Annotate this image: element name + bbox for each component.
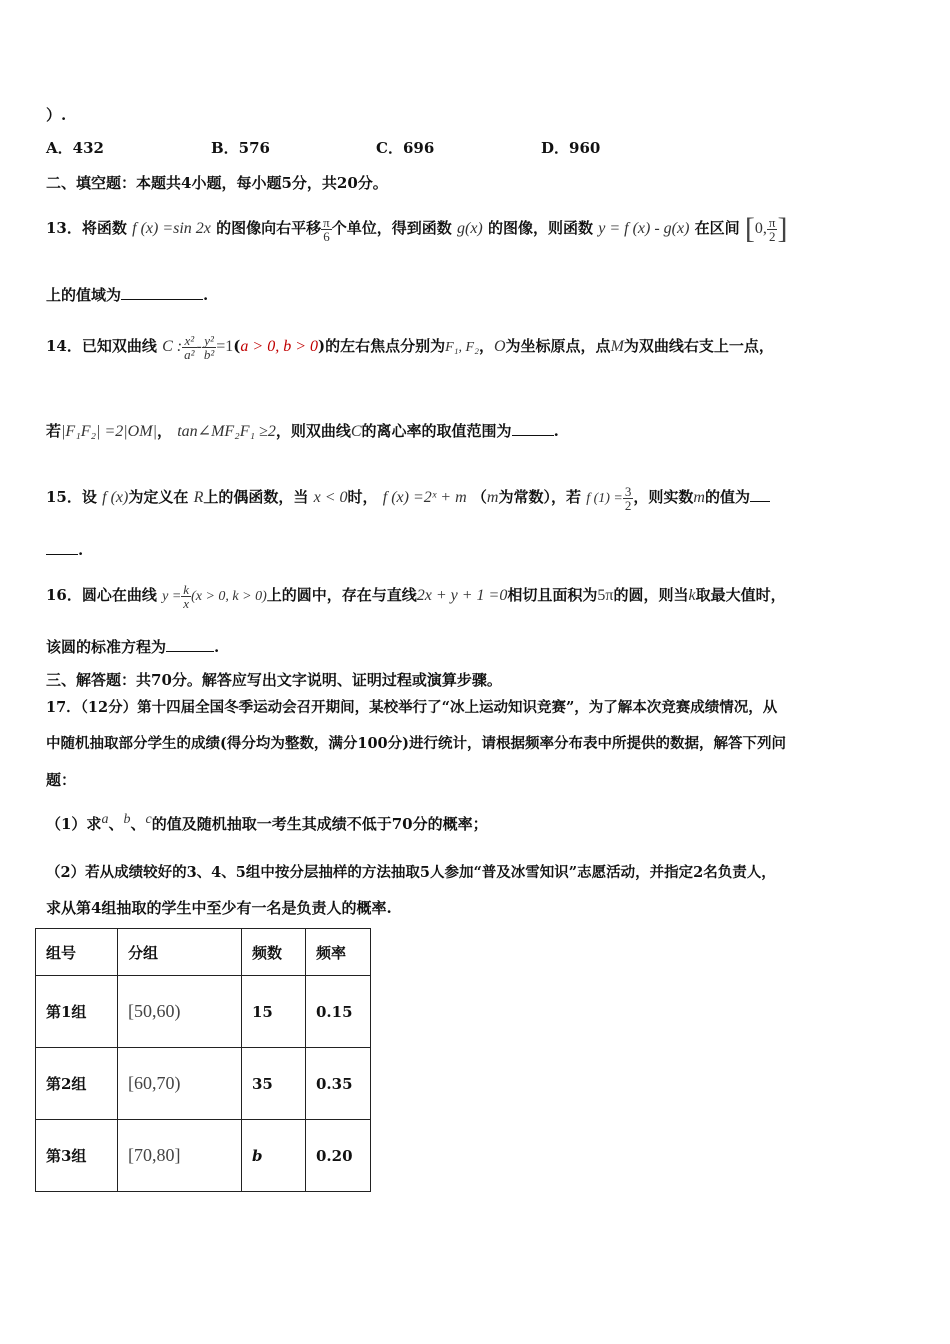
- q17-part2-line2: 求从第4组抽取的学生中至少有一名是负责人的概率.: [46, 899, 392, 917]
- q13-interval-close: ]: [777, 212, 788, 245]
- q15-answer-blank[interactable]: [750, 487, 770, 502]
- q15-fx: f (x): [102, 489, 129, 506]
- q16-condition: (x > 0, k > 0): [191, 589, 267, 604]
- q14-x-fraction: [182, 334, 196, 361]
- q15-fraction: [623, 485, 634, 512]
- q13-shift-den: 6: [323, 228, 330, 244]
- q13-interval-left: 0,: [754, 220, 767, 237]
- option-b[interactable]: B．576: [211, 139, 270, 157]
- q16-text: 取最大值时，: [695, 586, 786, 604]
- q15-text: 上的偶函数，当: [203, 488, 309, 506]
- cell-count: b: [242, 1120, 306, 1192]
- q16-text: 相切且面积为: [507, 586, 598, 604]
- q14-text: ，: [156, 422, 172, 440]
- q16-line2: [46, 636, 219, 657]
- header-group-no: 组号: [36, 929, 118, 976]
- q14-line2: [46, 420, 559, 441]
- q15-text: 为定义在: [128, 488, 189, 506]
- q14-text: 为双曲线右支上一点，: [623, 337, 774, 355]
- q14-x-num: x²: [182, 334, 196, 348]
- q14-end: .: [553, 422, 559, 440]
- q17-part1: [46, 805, 488, 839]
- q16-number: 16．: [46, 586, 82, 604]
- table-row: [36, 976, 371, 1048]
- q17-line2: 中随机抽取部分学生的成绩(得分均为整数，满分100分)进行统计，请根据频率分布表中所提供的数据，解答下列问: [46, 735, 786, 752]
- cell-frequency: 0.35: [306, 1048, 371, 1120]
- q13-number: 13．: [46, 219, 82, 237]
- cell-group: 第2组: [36, 1048, 118, 1120]
- table-row: [36, 1120, 371, 1192]
- q15-text: 为常数），若: [498, 488, 581, 506]
- cell-interval: [70,80]: [118, 1120, 242, 1192]
- q15-text: （: [471, 488, 487, 506]
- q16-end: .: [214, 638, 220, 656]
- option-a[interactable]: A．432: [46, 139, 104, 157]
- cell-group: 第1组: [36, 976, 118, 1048]
- q17-line3: 题：: [46, 771, 77, 789]
- q13-interval-num: π: [768, 214, 776, 230]
- q14-paren: (: [233, 337, 241, 355]
- q16: [46, 575, 786, 617]
- q17-line1: 17．（12分）第十四届全国冬季运动会召开期间，某校举行了“冰上运动知识竞赛”，为了解本次竞赛成绩情况，从: [46, 699, 778, 716]
- q16-line-expr: 2x + y + 1 =0: [416, 587, 508, 604]
- q16-text: 圆心在曲线: [81, 586, 157, 604]
- q13-answer-label: 上的值域为: [46, 286, 122, 304]
- q16-answer-label: 该圆的标准方程为: [46, 638, 167, 656]
- q14-origin: O: [493, 338, 506, 355]
- q14-text: 已知双曲线: [81, 337, 157, 355]
- q17-part1-label: （1）求: [46, 815, 102, 833]
- q15-answer-blank-cont[interactable]: [46, 540, 78, 555]
- q16-k: k: [688, 587, 696, 604]
- q14-x-den: a²: [184, 346, 195, 362]
- q13-text: 的图像向右平移: [216, 219, 322, 237]
- section2-heading: 二、填空题：本题共4小题，每小题5分，共20分。: [46, 174, 388, 192]
- q13-text: 在区间: [694, 219, 740, 237]
- q15-frac-num: 3: [624, 483, 632, 499]
- q14-abs-condition: |F₁F₂| =2|OM|: [61, 423, 157, 440]
- q15-end: .: [78, 541, 84, 559]
- q17-var-c: c: [145, 812, 152, 827]
- q13: [46, 208, 787, 249]
- q14-tan-condition: tan∠MF₂F₁ ≥2: [177, 423, 276, 440]
- q15-condition: x < 0: [313, 489, 348, 506]
- q16-text: 的圆，则当: [613, 586, 689, 604]
- q15-expression: f (x) =2ˣ + m: [382, 489, 467, 506]
- q16-fraction: [181, 583, 191, 610]
- q14-minus: -: [196, 338, 202, 355]
- q12-options: [46, 137, 706, 158]
- q15-frac-den: 2: [624, 497, 632, 513]
- q14-text: 的左右焦点分别为: [325, 337, 446, 355]
- cell-frequency: 0.15: [306, 976, 371, 1048]
- q13-text: 将函数: [81, 219, 127, 237]
- q14-text: ，: [478, 337, 494, 355]
- q17-part1-text: 的值及随机抽取一考生其成绩不低于70分的概率；: [151, 815, 488, 833]
- q14-number: 14．: [46, 337, 82, 355]
- q17-part2-line1: （2）若从成绩较好的3、4、5组中按分层抽样的方法抽取5人参加“普及冰雪知识”志愿活动，并指定2名负责人，: [46, 864, 776, 881]
- q15-f1: f (1) =: [586, 491, 623, 506]
- q15-line2: [46, 540, 83, 559]
- q13-text: 的图像，则函数: [487, 219, 593, 237]
- q15-r: R: [193, 489, 204, 506]
- cell-interval: [60,70): [118, 1048, 242, 1120]
- q14-y-fraction: [202, 334, 216, 361]
- q14-paren: ): [318, 337, 326, 355]
- q13-interval-den: 2: [768, 228, 776, 244]
- q14-eq: =1: [216, 338, 234, 355]
- q15-text: 设: [81, 488, 97, 506]
- q14-condition: a > 0, b > 0: [240, 338, 318, 355]
- q17-var-b: b: [123, 812, 131, 827]
- q13-interval-fraction: [767, 216, 778, 243]
- q13-line2: [46, 284, 208, 305]
- q14-text: 的离心率的取值范围为: [361, 422, 512, 440]
- q16-frac-num: k: [183, 581, 190, 597]
- q16-area: 5π: [597, 587, 614, 604]
- q17-sep: 、: [108, 815, 124, 833]
- q16-y-eq: y =: [162, 589, 182, 604]
- q15-text: ，则实数: [633, 488, 694, 506]
- frequency-table: [35, 928, 371, 1192]
- header-interval: 分组: [118, 929, 242, 976]
- q13-end: .: [203, 286, 209, 304]
- q15-text: 的值为: [704, 488, 750, 506]
- q14-text: 为坐标原点，点: [505, 337, 611, 355]
- q14-text: ，则双曲线: [275, 422, 351, 440]
- header-frequency: 频率: [306, 929, 371, 976]
- q14-y-den: b²: [203, 346, 215, 362]
- cell-interval: [50,60): [118, 976, 242, 1048]
- cell-count: 15: [242, 976, 306, 1048]
- cell-group: 第3组: [36, 1120, 118, 1192]
- q14-y-num: y²: [202, 334, 216, 348]
- q15-number: 15．: [46, 488, 82, 506]
- prev-question-tail: [46, 104, 66, 125]
- q13-y-expr: y = f (x) - g(x): [598, 220, 690, 237]
- q14-answer-blank[interactable]: [512, 421, 554, 436]
- table-header-row: [36, 929, 371, 976]
- q13-answer-blank[interactable]: [121, 285, 203, 300]
- q15-m: m: [693, 489, 705, 506]
- q16-answer-blank[interactable]: [166, 637, 214, 652]
- q17-var-a: a: [101, 812, 109, 827]
- q15: [46, 477, 770, 519]
- q13-interval: [: [744, 212, 755, 245]
- q15-m: m: [486, 489, 499, 506]
- q14-c: C: [350, 423, 362, 440]
- cell-frequency: 0.20: [306, 1120, 371, 1192]
- q13-shift-fraction: [321, 216, 332, 243]
- q16-text: 上的圆中，存在与直线: [266, 586, 417, 604]
- prev-question-end: ）.: [46, 106, 67, 124]
- q13-shift-num: π: [323, 214, 330, 230]
- q14-c-label: C :: [162, 338, 183, 355]
- q13-text: 个单位，得到函数: [331, 219, 452, 237]
- section3-heading: 三、解答题：共70分。解答应写出文字说明、证明过程或演算步骤。: [46, 671, 502, 689]
- q13-f-expr: f (x) =sin 2x: [132, 220, 211, 237]
- table-row: [36, 1048, 371, 1120]
- q14-text: 若: [46, 422, 62, 440]
- q14-point-m: M: [610, 338, 624, 355]
- q13-g-expr: g(x): [456, 220, 483, 237]
- header-count: 频数: [242, 929, 306, 976]
- q14-foci: F₁, F₂: [445, 340, 479, 355]
- cell-count: 35: [242, 1048, 306, 1120]
- q15-text: 时，: [347, 488, 378, 506]
- q16-frac-den: x: [183, 595, 190, 611]
- option-c[interactable]: C．696: [376, 139, 435, 157]
- option-d[interactable]: D．960: [541, 139, 601, 157]
- q14: [46, 326, 774, 368]
- q17-sep: 、: [130, 815, 146, 833]
